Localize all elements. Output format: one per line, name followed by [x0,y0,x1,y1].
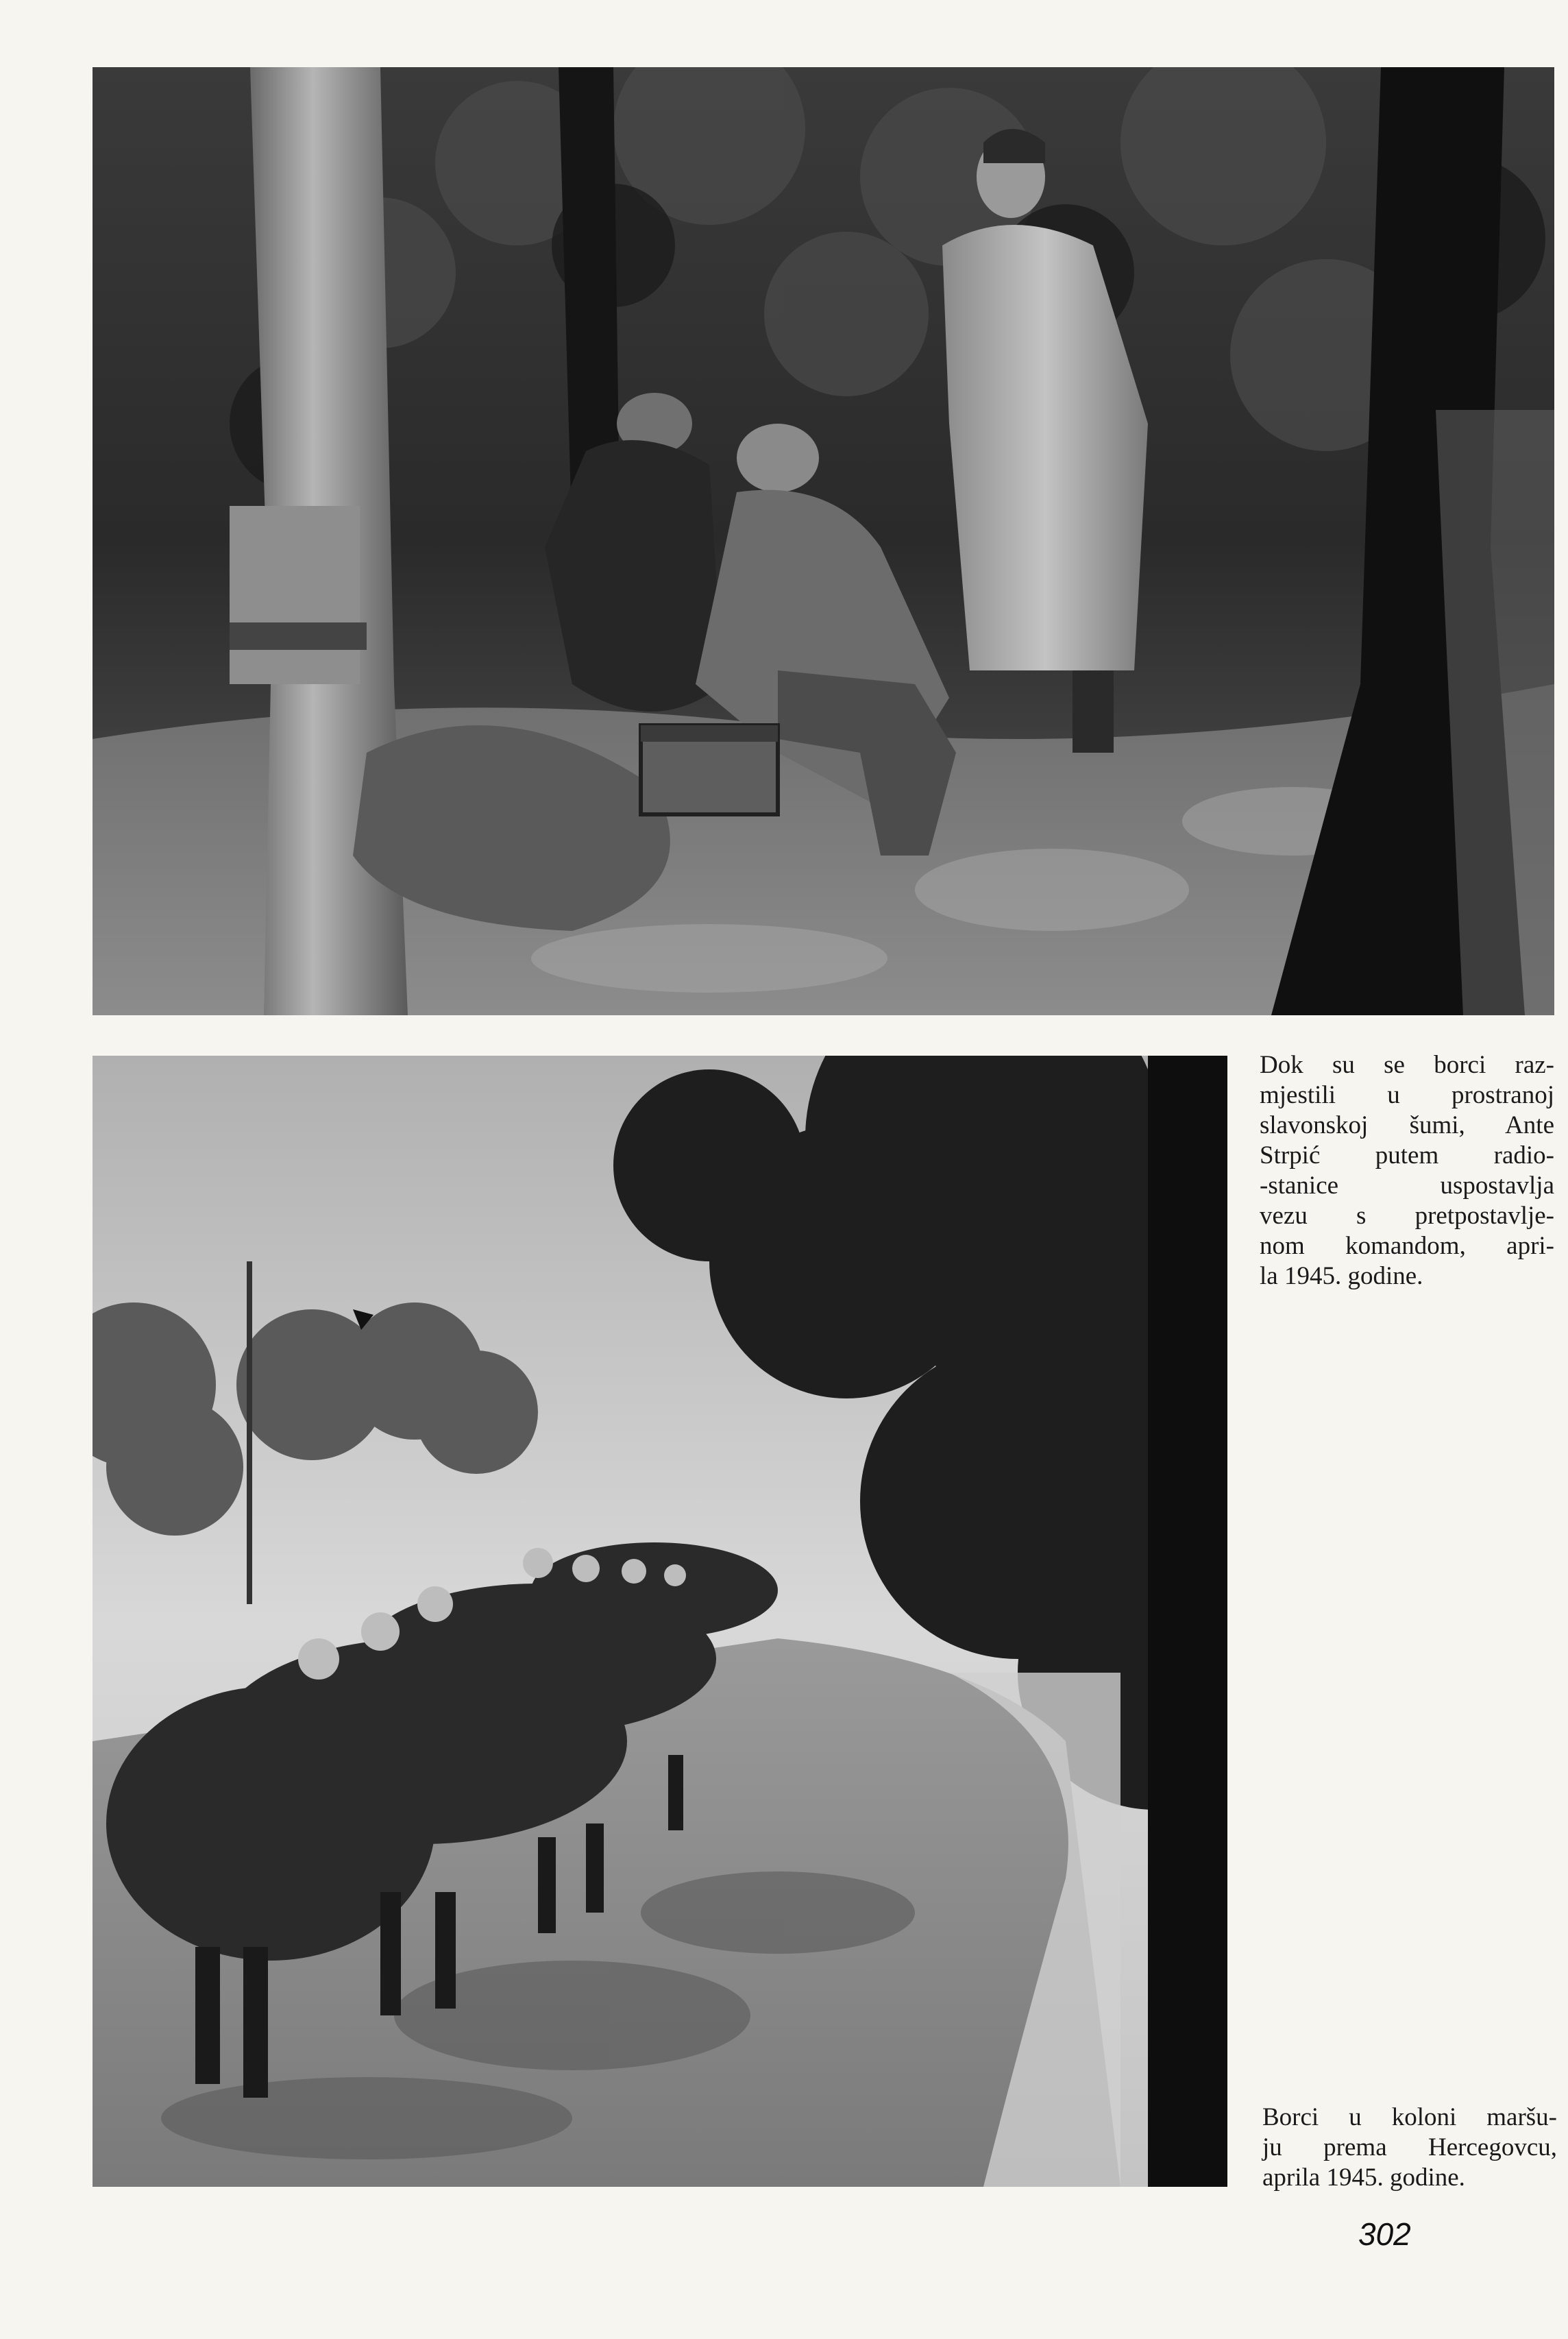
caption-line: Strpić putem radio- [1260,1141,1554,1170]
photo-column-marching-image [93,1056,1227,2187]
caption-line: nom komandom, apri- [1260,1232,1554,1260]
photo-column-marching [93,1056,1227,2187]
caption-line: Borci u koloni maršu- [1262,2103,1557,2131]
photo-radio-station-forest [93,67,1554,1015]
caption-line: mjestili u prostranoj [1260,1081,1554,1109]
caption-line: slavonskoj šumi, Ante [1260,1111,1554,1139]
caption-column-marching [1262,2102,1557,2193]
caption-line: aprila 1945. godine. [1262,2164,1465,2192]
caption-line: ju prema Hercegovcu, [1262,2133,1557,2161]
caption-line: -stanice uspostavlja [1260,1172,1554,1200]
caption-line: Dok su se borci raz- [1260,1051,1554,1079]
photo-radio-station-forest-image [93,67,1554,1015]
caption-line: vezu s pretpostavlje- [1260,1202,1554,1230]
caption-line: la 1945. godine. [1260,1262,1423,1290]
caption-radio-station [1260,1050,1554,1292]
page-number: 302 [1358,2216,1411,2252]
